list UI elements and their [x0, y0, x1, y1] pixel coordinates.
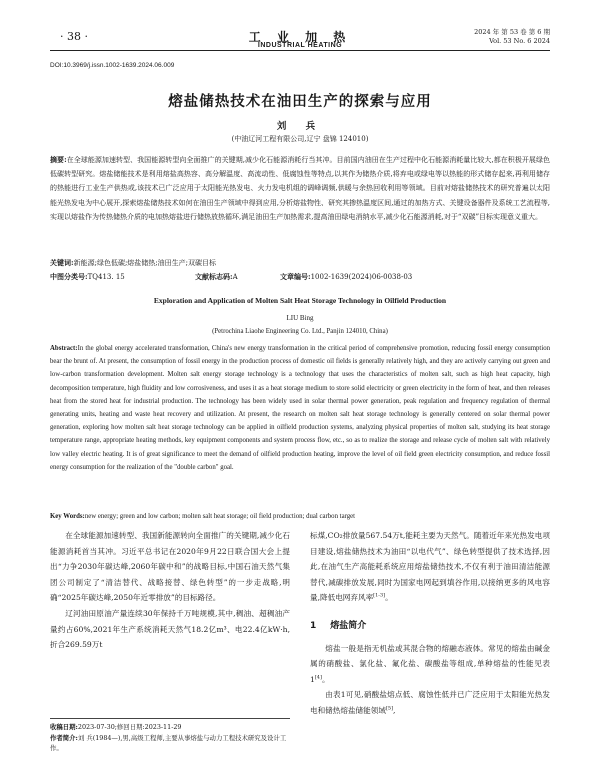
body-column-left [50, 528, 290, 653]
received-label: 收稿日期: [50, 723, 78, 731]
citation: [5] [385, 705, 394, 712]
abstract-text-en: In the global energy accelerated transformation, China's new energy transformation in the critical period of comprehensive promotion, reducing fossil energy consumption bear the brunt of. At present, the consumption of fossil energy in the production process of domestic oil fields is generally relatively high, and they are actively carrying out green and low-carbon transformation development. Molten salt energy storage technology is a technology that uses the characteristics of molten salt, such as high heat capacity, high decomposition temperature, high fluidity and low corrosiveness, and uses it as a heat storage medium to store solid electricity or green electricity in the form of heat, and then releases heat from the stored heat for industrial production. The technology has been widely used in solar thermal power generation, peak regulation and frequency regulation of thermal generating units, heating and waste heat recovery and utilization. At present, the research on molten salt heat storage technology is generally centered on solar thermal power generation, exploring how molten salt heat storage technology can be applied in oilfield production systems, analyzing physical properties of molten salt, studying its heat storage temperature range, appropriate heating methods, key equipment components and system process flow, etc., so as to realize the storage and release cycle of molten salt with relatively low valley electric heating. It is of great significance to meet the demand of oilfield production heating, improve the level of oil field green electricity consumption, and reduce fossil energy consumption for the realization of the "double carbon" goal. [50, 345, 550, 471]
author-bio-text: 刘 兵(1984—),男,高级工程师,主要从事熔盐与动力工程技术研究及设计工作。 [50, 733, 287, 752]
page-header [50, 28, 550, 52]
keywords-text-en: new energy; green and low carbon; molten salt heat storage; oil field production; dual carbon target [84, 513, 356, 520]
paragraph-text: 由表1可见,硝酸盐熔点低、腐蚀性低并已广泛应用于太阳能光热发电和储热熔盐储能领域 [310, 690, 550, 715]
issue-line-cn: 2024 年 第 53 卷 第 6 期 [474, 28, 550, 36]
clc-label: 中图分类号: [50, 272, 88, 281]
article-no-group [280, 270, 412, 284]
body-paragraph: 熔盐一般是指无机盐或其混合物的熔融态液体。常见的熔盐由碱金属的硝酸盐、氯化盐、氟化盐、碳酸盐等组成,单种熔盐的性能见表1[4]。 [310, 643, 550, 684]
author-bio-label: 作者简介: [50, 733, 78, 742]
keywords-text-cn: 新能源;绿色低碳;熔盐储热;油田生产;双碳目标 [73, 259, 217, 267]
journal-title-en: INDUSTRIAL HEATING [257, 42, 343, 49]
abstract-label-cn: 摘要: [50, 155, 67, 164]
article-title-cn: 熔盐储热技术在油田生产的探索与应用 [168, 94, 432, 110]
journal-issue [474, 28, 550, 46]
paragraph-text: 标煤,CO₂排放量567.54万t,能耗主要为天然气。随着近年来光热发电项目建设,熔盐储热技术为油田“以电代气”、绿色转型提供了技术选择,因此,在油气生产高能耗系统应用熔盐储热技术,不仅有利于油田清洁能源替代,减碳排放发展,同时为国家电网起到填谷作用,以接纳更多的风电容量,降低电网弃风率 [310, 531, 550, 603]
body-paragraph: 辽河油田原油产量连续30年保持千万吨规模,其中,稠油、超稠油产量约占60%,2021年生产系统消耗天然气18.2亿m³、电22.4亿kW·h,折合269.59万t [50, 608, 290, 650]
keywords-en [50, 510, 550, 523]
keywords-cn [50, 256, 550, 270]
author-bio [50, 733, 290, 754]
received-line [50, 722, 290, 733]
clc-group [50, 270, 125, 284]
paragraph-text: 熔盐一般是指无机盐或其混合物的熔融态液体。常见的熔盐由碱金属的硝酸盐、氯化盐、氟化盐、碳酸盐等组成,单种熔盐的性能见表1 [310, 643, 550, 684]
keywords-label-cn: 关键词: [50, 258, 74, 267]
journal-title-cn: 工 业 加 热 [248, 30, 352, 44]
author-en: LIU Bing [286, 314, 314, 322]
citation: [1-3] [373, 592, 386, 599]
keywords-label-en: Key Words: [50, 513, 85, 520]
header-rule [50, 50, 550, 51]
section-number: 1 [310, 620, 317, 631]
body-paragraph: 标煤,CO₂排放量567.54万t,能耗主要为天然气。随着近年来光热发电项目建设,熔盐储热技术为油田“以电代气”、绿色转型提供了技术选择,因此,在油气生产高能耗系统应用熔盐储热技术,不仅有利于油田清洁能源替代,减碳排放发展,同时为国家电网起到填谷作用,以接纳更多的风电容量,降低电网弃风率[1-3]。 [310, 531, 550, 603]
body-paragraph: 由表1可见,硝酸盐熔点低、腐蚀性低并已广泛应用于太阳能光热发电和储热熔盐储能领域[5], [310, 690, 550, 715]
body-paragraph: 在全球能源加速转型、我国新能源转向全面推广的关键期,减少化石能源消耗首当其冲。习近平总书记在2020年9月22日联合国大会上提出“力争2030年碳达峰,2060年碳中和”的战略目标,中国石油天然气集团公司制定了“清洁替代、战略接替、绿色转型”的一步走战略,明确“2025年碳达峰,2050年近零排放”的目标路径。 [50, 531, 290, 603]
section-heading [310, 619, 550, 635]
issue-line-en: Vol. 53 No. 6 2024 [489, 37, 550, 45]
doc-code-value: A [232, 273, 238, 281]
abstract-text-cn: 在全球能源加速转型、我国能源转型向全面推广的关键期,减少化石能源消耗行当其冲。目前国内油田在生产过程中化石能源消耗量比较大,都在积极开展绿色低碳转型研究。熔盐储能技术是利用熔盐高热容、高分解温度、高流动性、低腐蚀性等特点,以其作为储热介质,将弃电或绿电等以热能的形式储存起来,再利用储存的热能进行工业生产供热或,该技术已广泛应用于太阳能光热发电、火力发电机组的调峰调频,供暖与余热回收利用等领域。目前对熔盐储热技术的研究普遍以太阳能光热发电为中心展开,探索熔盐储热技术如何在油田生产领域中得到应用,分析熔盐物性、研究其掺热温度区间,通过的加热方式、关键设备器件及系统工艺流程等,实现以熔盐作为传热储热介质的电加热熔盐进行储热放热循环,满足油田生产加热需求,提高油田绿电消纳水平,减少化石能源消耗,对于“双碳”目标实现意义重大。 [50, 156, 550, 221]
body-column-right [310, 528, 550, 719]
article-title-en: Exploration and Application of Molten Salt Heat Storage Technology in Oilfield Production [153, 296, 447, 305]
citation: [4] [314, 674, 322, 681]
article-no-label: 文章编号: [280, 272, 311, 281]
abstract-en [50, 342, 550, 509]
abstract-cn [50, 153, 550, 253]
received-date: 2023-07-30;修回日期:2023-11-29 [77, 723, 182, 731]
affiliation-cn: (中油辽河工程有限公司,辽宁 盘锦 124010) [231, 135, 369, 143]
author-cn: 刘 兵 [276, 121, 324, 132]
doc-code-group [195, 270, 238, 284]
footnote [50, 718, 290, 754]
abstract-label-en: Abstract: [50, 345, 78, 352]
doc-code-label: 文献标志码: [195, 272, 233, 281]
affiliation-en: (Petrochina Liaohe Engineering Co. Ltd., Panjin 124010, China) [212, 328, 388, 335]
clc-value: TQ413. 15 [87, 273, 125, 281]
page-number: · 38 · [60, 30, 88, 43]
article-no-value: 1002-1639(2024)06-0038-03 [310, 273, 413, 281]
doi: DOI:10.3969/j.issn.1002-1639.2024.06.009 [50, 62, 175, 69]
section-title: 熔盐简介 [330, 620, 367, 631]
